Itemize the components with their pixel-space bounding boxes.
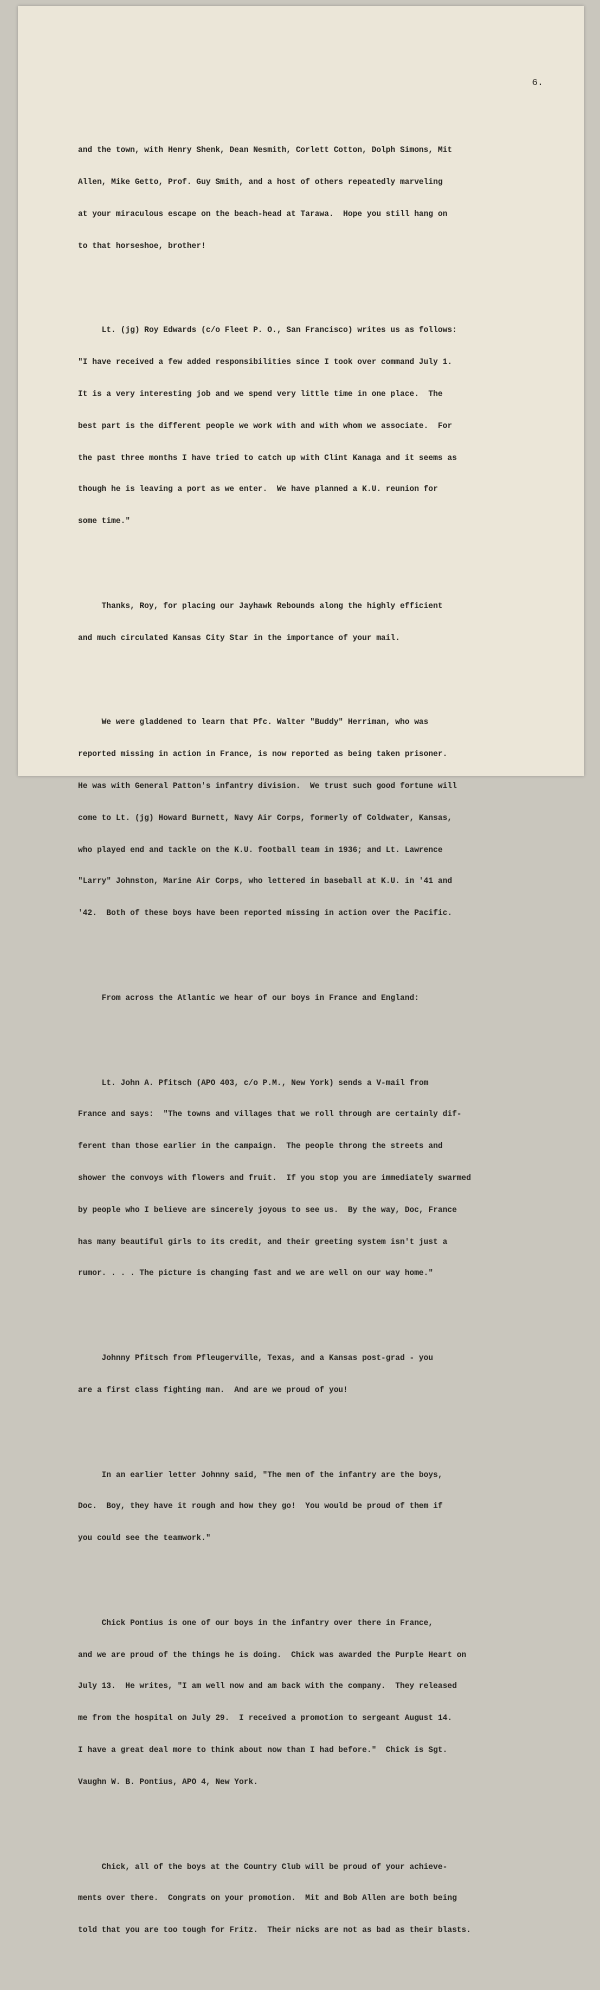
text-line: He was with General Patton's infantry division. We trust such good fortune will	[78, 782, 457, 791]
text-line: rumor. . . . The picture is changing fast and we are well on our way home."	[78, 1269, 434, 1279]
text-line: who played end and tackle on the K.U. football team in 1936; and Lt. Lawrence	[78, 845, 443, 855]
document-page	[18, 6, 584, 1936]
text-line: and much circulated Kansas City Star in the importance of your mail.	[78, 633, 400, 643]
paragraph	[78, 697, 538, 941]
text-line: and the town, with Henry Shenk, Dean Nesmith, Corlett Cotton, Dolph Simons, Mit	[78, 146, 453, 156]
text-line: ments over there. Congrats on your promotion. Mit and Bob Allen are both being	[78, 1894, 457, 1904]
text-line: "I have received a few added responsibilities since I took over command July 1.	[78, 358, 453, 368]
text-line: Chick Pontius is one of our boys in the infantry over there in France,	[78, 1618, 434, 1628]
text-line: though he is leaving a port as we enter. We have planned a K.U. reunion for	[78, 485, 438, 495]
text-line: reported missing in action in France, is now reported as being taken prisoner.	[78, 750, 448, 760]
text-line: Thanks, Roy, for placing our Jayhawk Rebounds along the highly efficient	[78, 601, 443, 611]
text-line: Johnny Pfitsch from Pfleugerville, Texas, and a Kansas post-grad - you	[78, 1354, 434, 1364]
page-number: 6.	[532, 77, 544, 88]
text-line: France and says: "The towns and villages that we roll through are certainly dif-	[78, 1110, 462, 1120]
text-line: Doc. Boy, they have it rough and how they go! You would be proud of them if	[78, 1502, 443, 1512]
text-line: come to Lt. (jg) Howard Burnett, Navy Air Corps, formerly of Coldwater, Kansas,	[78, 813, 453, 823]
paragraph	[78, 581, 538, 666]
paragraph	[78, 973, 538, 1026]
text-line: "Larry" Johnston, Marine Air Corps, who lettered in baseball at K.U. in '41 and	[78, 877, 453, 887]
text-line: It is a very interesting job and we spend very little time in one place. The	[78, 390, 443, 400]
text-line: by people who I believe are sincerely joyous to see us. By the way, Doc, France	[78, 1205, 457, 1215]
text-line: me from the hospital on July 29. I received a promotion to sergeant August 14.	[78, 1714, 453, 1724]
text-line: Vaughn W. B. Pontius, APO 4, New York.	[78, 1777, 258, 1787]
paragraph	[78, 1841, 538, 1958]
text-line: you could see the teamwork."	[78, 1534, 211, 1544]
paragraph	[78, 1057, 538, 1301]
text-line: are a first class fighting man. And are we proud of you!	[78, 1385, 348, 1395]
text-line: July 13. He writes, "I am well now and am back with the company. They released	[78, 1682, 457, 1692]
paragraph	[78, 1449, 538, 1566]
text-line: shower the convoys with flowers and fruit. If you stop you are immediately swarmed	[78, 1173, 472, 1183]
text-line: From across the Atlantic we hear of our boys in France and England:	[78, 993, 419, 1003]
paragraph	[78, 1598, 538, 1810]
text-line: I have a great deal more to think about now than I had before." Chick is Sgt.	[78, 1746, 448, 1756]
letter-body	[78, 104, 538, 1990]
text-line: to that horseshoe, brother!	[78, 241, 206, 251]
text-line: Chick, all of the boys at the Country Club will be proud of your achieve-	[78, 1862, 448, 1872]
paragraph	[78, 125, 538, 273]
paragraph	[78, 1333, 538, 1418]
text-line: We were gladdened to learn that Pfc. Walter "Buddy" Herriman, who was	[78, 718, 429, 728]
text-line: and we are proud of the things he is doing. Chick was awarded the Purple Heart on	[78, 1650, 467, 1660]
text-line: '42. Both of these boys have been reported missing in action over the Pacific.	[78, 909, 453, 919]
text-line: ferent than those earlier in the campaign. The people throng the streets and	[78, 1142, 443, 1152]
text-line: Lt. (jg) Roy Edwards (c/o Fleet P. O., San Francisco) writes us as follows:	[78, 326, 457, 336]
text-line: at your miraculous escape on the beach-head at Tarawa. Hope you still hang on	[78, 209, 448, 219]
text-line: some time."	[78, 517, 131, 527]
text-line: told that you are too tough for Fritz. Their nicks are not as bad as their blasts.	[78, 1926, 472, 1936]
text-line: Lt. John A. Pfitsch (APO 403, c/o P.M., New York) sends a V-mail from	[78, 1078, 429, 1088]
text-line: the past three months I have tried to catch up with Clint Kanaga and it seems as	[78, 453, 457, 463]
text-line: has many beautiful girls to its credit, and their greeting system isn't just a	[78, 1237, 448, 1247]
text-line: Allen, Mike Getto, Prof. Guy Smith, and a host of others repeatedly marveling	[78, 178, 443, 188]
paragraph	[78, 305, 538, 549]
text-line: In an earlier letter Johnny said, "The men of the infantry are the boys,	[78, 1470, 443, 1480]
text-line: best part is the different people we work with and with whom we associate. For	[78, 421, 453, 431]
